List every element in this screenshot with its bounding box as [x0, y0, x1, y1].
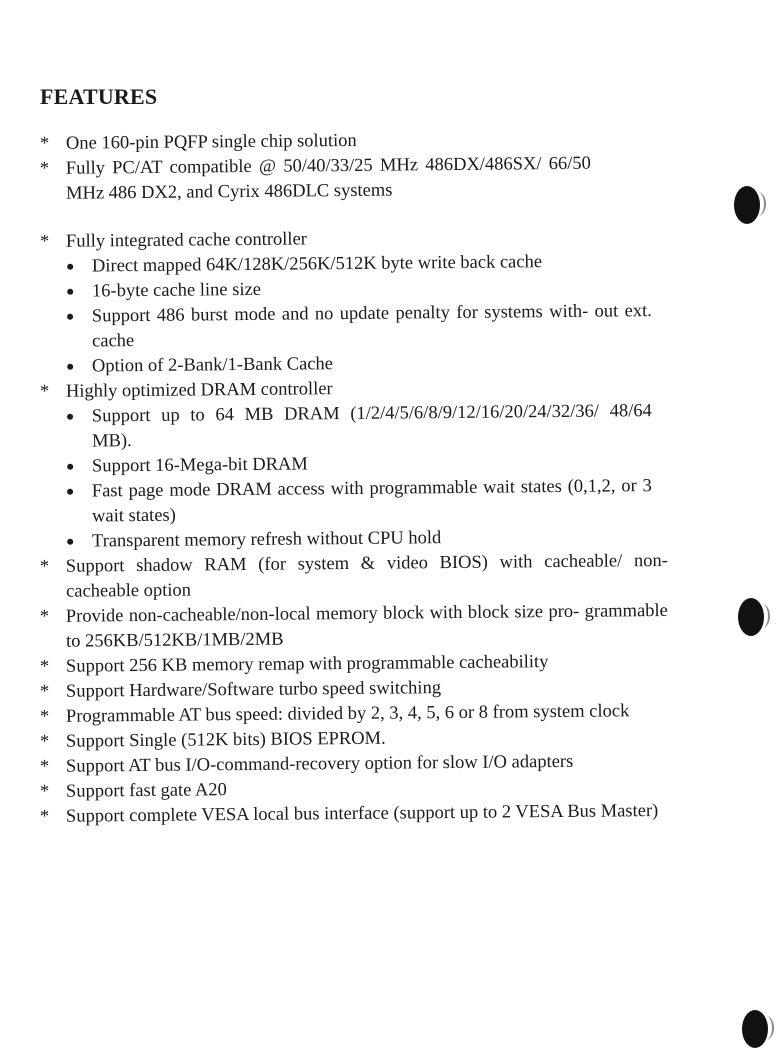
- binder-hole-icon: [738, 598, 764, 636]
- sub-item-text: Fast page mode DRAM access with programmable wait states (0,1,2, or 3 wait states): [91, 476, 652, 527]
- sub-item-text: 16-byte cache line size: [91, 279, 262, 302]
- asterisk-marker: *: [39, 731, 50, 752]
- sub-list-item: [38, 399, 652, 455]
- bullet-marker: ●: [65, 359, 75, 375]
- list-item: [38, 599, 668, 655]
- sub-item-text: Support 486 burst mode and no update penalty for systems with- out ext. cache: [91, 301, 652, 352]
- sub-item-text: Option of 2-Bank/1-Bank Cache: [91, 354, 334, 377]
- list-item: [38, 152, 591, 207]
- asterisk-marker: *: [39, 231, 50, 252]
- asterisk-marker: *: [39, 381, 50, 402]
- bullet-marker: ●: [65, 409, 75, 425]
- sub-item-text: Support up to 64 MB DRAM (1/2/4/5/6/8/9/12/16/20/24/32/36/ 48/64 MB).: [91, 401, 652, 452]
- asterisk-marker: *: [39, 706, 50, 727]
- asterisk-marker: *: [39, 806, 50, 827]
- asterisk-marker: *: [39, 756, 50, 777]
- feature-text: Support Hardware/Software turbo speed switching: [65, 678, 442, 702]
- asterisk-marker: *: [39, 681, 50, 702]
- feature-text: Fully integrated cache controller: [65, 229, 308, 252]
- list-item: [38, 799, 668, 830]
- feature-text: Fully PC/AT compatible @ 50/40/33/25 MHz 486DX/486SX/ 66/50 MHz 486 DX2, and Cyrix 486DLC systems: [65, 153, 591, 204]
- sub-list-item: [38, 299, 652, 355]
- asterisk-marker: *: [39, 656, 50, 677]
- feature-text: Highly optimized DRAM controller: [65, 379, 333, 402]
- section-heading: FEATURES: [40, 84, 158, 109]
- list-item: [38, 549, 668, 605]
- asterisk-marker: *: [39, 133, 50, 154]
- feature-text: One 160-pin PQFP single chip solution: [65, 130, 357, 154]
- feature-text: Support complete VESA local bus interface (support up to 2 VESA Bus Master): [65, 801, 659, 827]
- asterisk-marker: *: [39, 781, 50, 802]
- sub-item-text: Transparent memory refresh without CPU hold: [91, 528, 442, 552]
- bullet-marker: ●: [65, 534, 75, 550]
- asterisk-marker: *: [39, 606, 50, 627]
- sub-item-text: Support 16-Mega-bit DRAM: [91, 454, 308, 477]
- bullet-marker: ●: [65, 484, 75, 500]
- asterisk-marker: *: [39, 556, 50, 577]
- feature-text: Support 256 KB memory remap with programmable cacheability: [65, 652, 549, 677]
- feature-list: [38, 132, 668, 830]
- feature-text: Provide non-cacheable/non-local memory block with block size pro- grammable to 256KB/512KB/1MB/2MB: [65, 600, 668, 652]
- binder-hole-icon: [734, 186, 760, 224]
- feature-text: Programmable AT bus speed: divided by 2, 3, 4, 5, 6 or 8 from system clock: [65, 701, 630, 727]
- bullet-marker: ●: [65, 459, 75, 475]
- feature-text: Support Single (512K bits) BIOS EPROM.: [65, 728, 386, 752]
- feature-text: Support fast gate A20: [65, 780, 227, 802]
- feature-text: Support shadow RAM (for system & video BIOS) with cacheable/ non-cacheable option: [65, 550, 668, 602]
- asterisk-marker: *: [39, 158, 50, 179]
- bullet-marker: ●: [65, 284, 75, 300]
- sub-list-item: [38, 474, 652, 530]
- bullet-marker: ●: [65, 309, 75, 325]
- binder-hole-icon: [742, 1010, 768, 1048]
- bullet-marker: ●: [65, 259, 75, 275]
- feature-text: Support AT bus I/O-command-recovery option for slow I/O adapters: [65, 751, 574, 777]
- sub-item-text: Direct mapped 64K/128K/256K/512K byte write back cache: [91, 252, 543, 277]
